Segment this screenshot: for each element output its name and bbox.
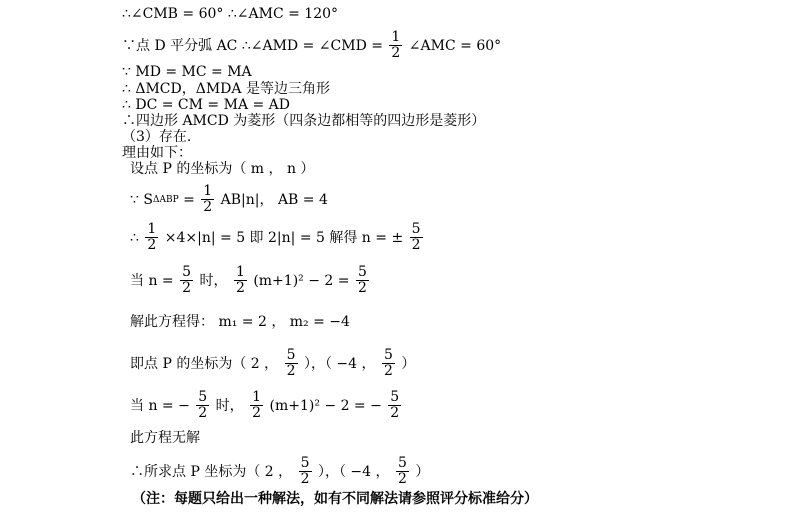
line-area — [130, 184, 328, 215]
line-text: 解此方程得： m₁ = 2 ， m₂ = −4 — [130, 314, 350, 330]
line-solve-n — [130, 222, 425, 253]
line-text: ∴所求点 P 坐标为（ 2 ， — [130, 463, 293, 480]
line-part3 — [122, 129, 191, 145]
subscript: ΔABP — [152, 194, 179, 205]
line-md-mc-ma — [122, 64, 252, 80]
line-text: ×4×|n| = 5 即 2|n| = 5 解得 n = ± — [164, 229, 404, 246]
note-line — [132, 491, 538, 507]
line-case-positive — [130, 265, 371, 296]
fraction-five-halves: $\frac{5}{2}$ — [390, 389, 400, 421]
line-solutions — [130, 314, 350, 330]
line-case-negative — [130, 390, 403, 421]
line-reason — [122, 145, 192, 161]
line-text: 理由如下： — [122, 145, 192, 161]
line-text: (m+1)² − 2 = — [253, 272, 350, 289]
line-text: ∵点 D 平分弧 AC ∴∠AMD = ∠CMD = — [122, 37, 383, 54]
fraction-half: $\frac{1}{2}$ — [147, 221, 157, 253]
fraction-half: $\frac{1}{2}$ — [203, 183, 213, 215]
line-text: = — [183, 191, 195, 208]
line-equilateral — [122, 81, 330, 97]
line-text: 时， — [215, 397, 244, 414]
line-rhombus — [122, 113, 485, 129]
fraction-five-halves: $\frac{5}{2}$ — [300, 455, 310, 487]
fraction-five-halves: $\frac{5}{2}$ — [411, 221, 421, 253]
line-dc-cm — [122, 97, 290, 113]
fraction-five-halves: $\frac{5}{2}$ — [383, 347, 393, 379]
fraction-half: $\frac{1}{2}$ — [391, 29, 401, 61]
line-text: 时， — [199, 272, 228, 289]
line-text: AB|n|， AB = 4 — [220, 191, 328, 208]
line-bisect-arc — [122, 30, 501, 61]
line-text: 当 n = − — [130, 397, 190, 414]
line-text: ∴四边形 AMCD 为菱形（四条边都相等的四边形是菱形） — [122, 113, 486, 129]
line-point-coords — [130, 348, 415, 379]
line-text: ∵ S — [130, 191, 153, 208]
line-final-answer — [130, 456, 429, 487]
line-text: 即点 P 的坐标为（ 2 ， — [130, 355, 279, 372]
line-text: 设点 P 的坐标为（ m ， n ） — [130, 161, 315, 177]
fraction-half: $\frac{1}{2}$ — [252, 389, 262, 421]
fraction-half: $\frac{1}{2}$ — [235, 264, 245, 296]
line-text: ∴ ΔMCD，ΔMDA 是等边三角形 — [122, 81, 330, 97]
note-text: （注：每题只给出一种解法，如有不同解法请参照评分标准给分） — [132, 491, 538, 507]
fraction-five-halves: $\frac{5}{2}$ — [286, 347, 296, 379]
line-set-p — [130, 161, 314, 177]
line-text: 此方程无解 — [130, 430, 200, 446]
fraction-five-halves: $\frac{5}{2}$ — [182, 264, 192, 296]
line-text: ∠AMC = 60° — [408, 37, 502, 54]
line-text: ） — [415, 463, 430, 480]
fraction-five-halves: $\frac{5}{2}$ — [397, 455, 407, 487]
fraction-five-halves: $\frac{5}{2}$ — [198, 389, 208, 421]
fraction-five-halves: $\frac{5}{2}$ — [357, 264, 367, 296]
line-text: （3）存在. — [122, 129, 192, 145]
line-text: ∴ DC = CM = MA = AD — [122, 97, 291, 113]
line-text: ∴ — [130, 229, 139, 246]
line-text: ），（ −4 ， — [317, 463, 390, 480]
line-cmb-amc — [122, 6, 338, 22]
line-text: (m+1)² − 2 = − — [269, 397, 382, 414]
line-text: ） — [401, 355, 416, 372]
line-text: 当 n = — [130, 272, 174, 289]
line-text: ），（ −4 ， — [303, 355, 376, 372]
line-text: ∴∠CMB = 60° ∴∠AMC = 120° — [122, 6, 339, 22]
line-text: ∵ MD = MC = MA — [122, 64, 252, 80]
line-no-solution — [130, 430, 200, 446]
